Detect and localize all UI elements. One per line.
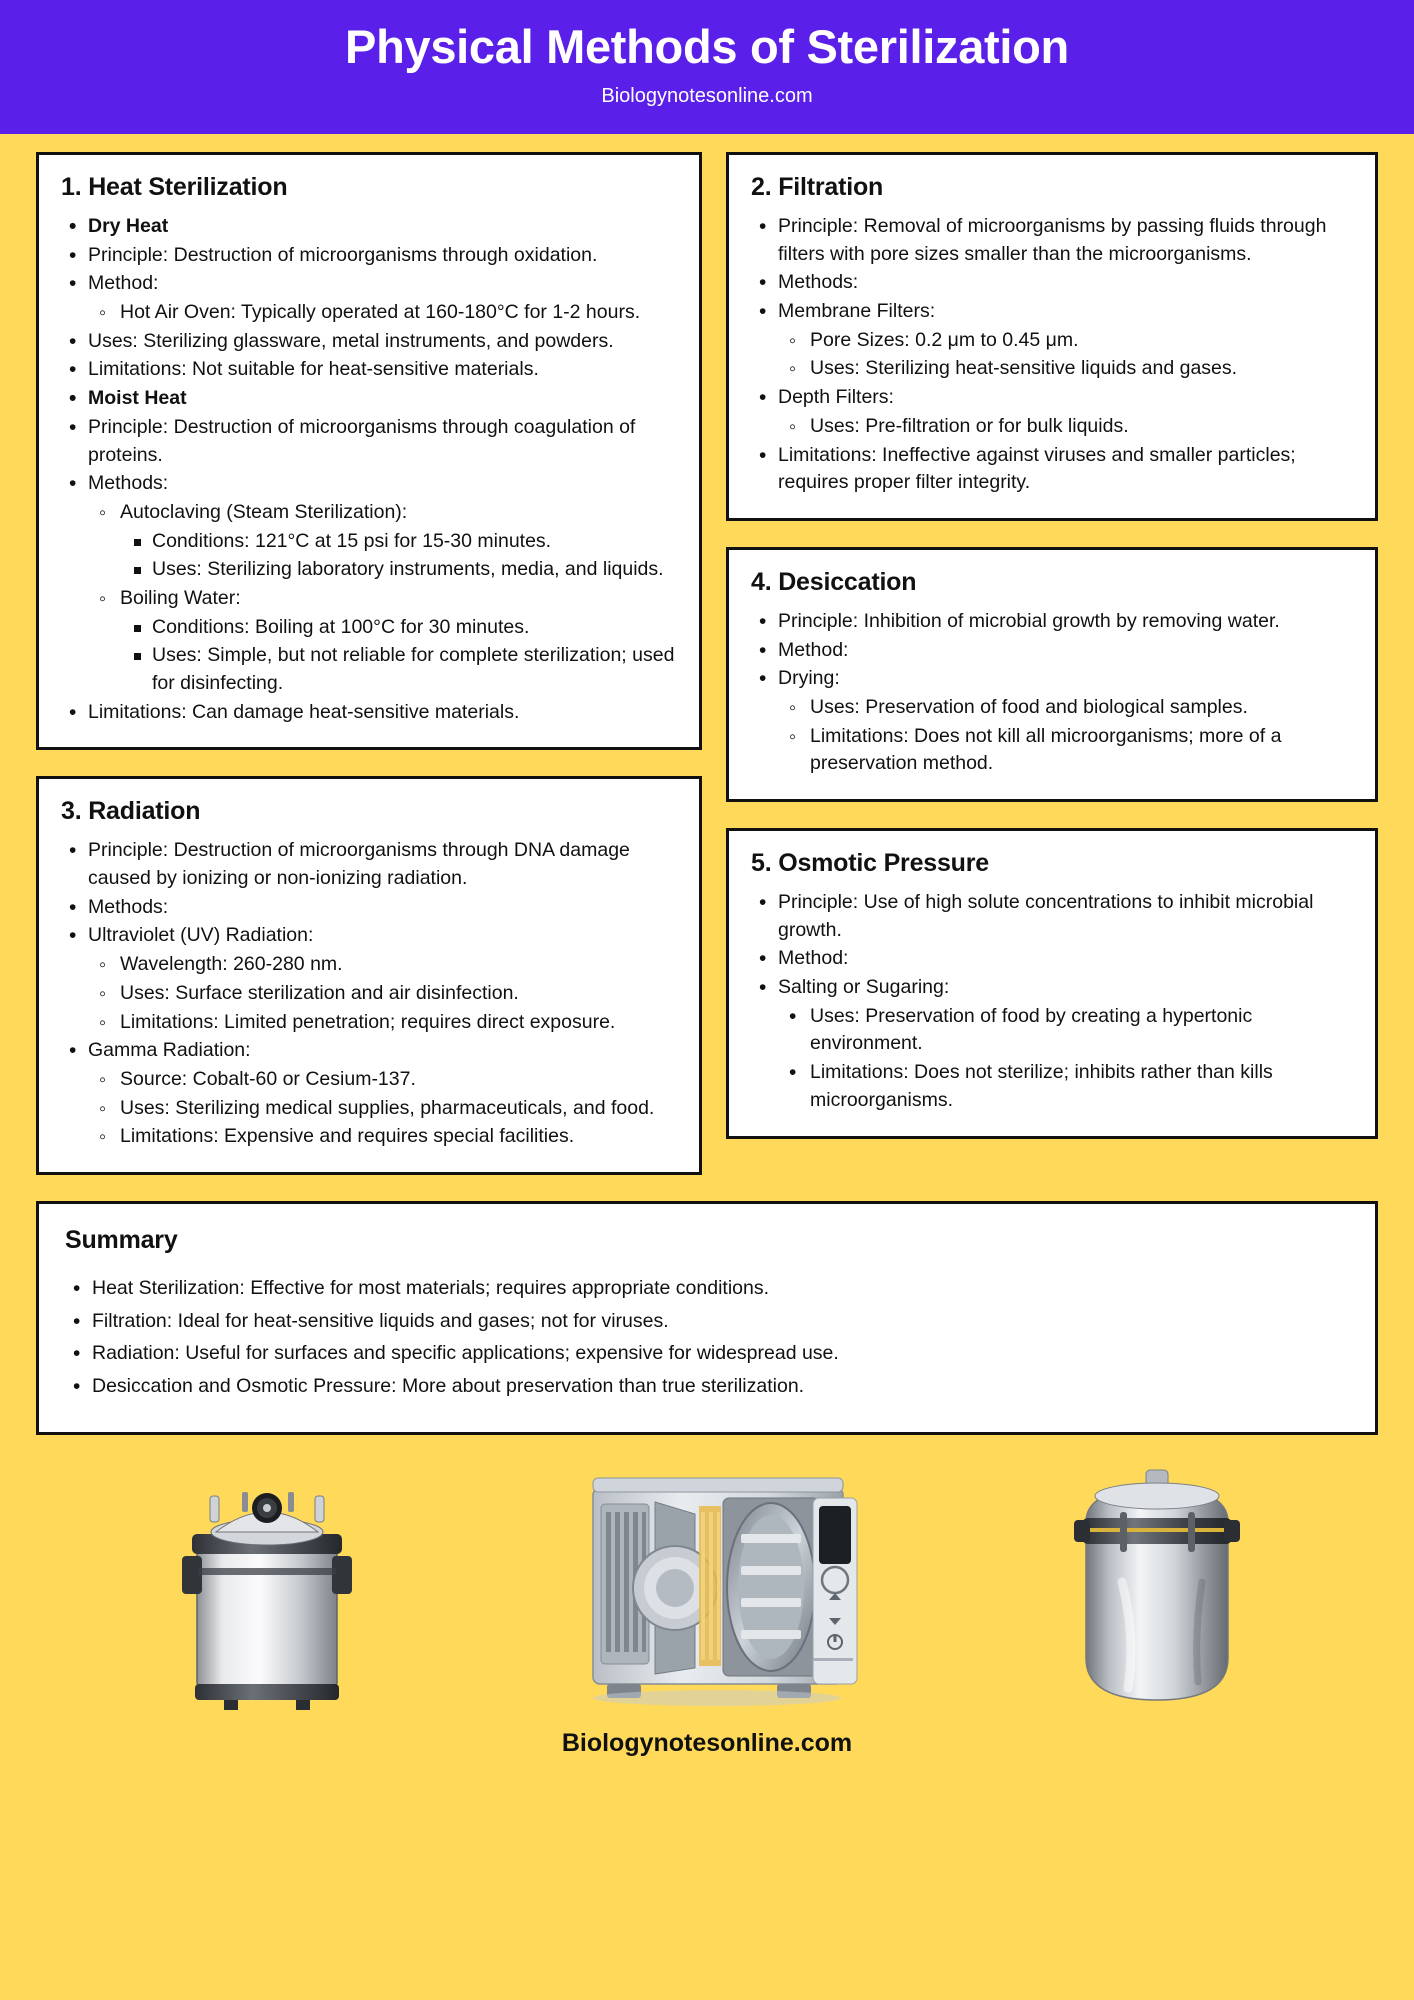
list-item-text: Methods: [778,271,859,294]
sub-list [778,1003,1353,1115]
list-item [781,723,1353,778]
list-item-text: Hot Air Oven: Typically operated at 160-180°C for 1-2 hours. [120,301,641,324]
list-item-text: Conditions: 121°C at 15 psi for 15-30 minutes. [152,529,552,552]
list-item-text: Methods: [88,895,169,918]
list-item-text: Principle: Inhibition of microbial growth by removing water. [778,609,1280,632]
list-item [65,1275,1349,1303]
list-item [91,585,677,698]
list-item [751,974,1353,1114]
list-item-text: Heat Sterilization: Effective for most materials; requires appropriate conditions. [92,1276,770,1299]
card-title-osmotic: 5. Osmotic Pressure [751,849,989,877]
list-item-text: Dry Heat [88,215,169,237]
list-item [781,694,1353,722]
list-item-text: Gamma Radiation: [88,1039,251,1062]
sub-list [778,413,1353,441]
list-item-text: Principle: Destruction of microorganisms through coagulation of proteins. [88,415,636,466]
list-item [751,889,1353,944]
list-item [91,980,677,1008]
left-column [36,152,702,1175]
list-item-text: Principle: Destruction of microorganisms through oxidation. [88,243,598,266]
list-item [61,242,677,270]
list-item-text: Salting or Sugaring: [778,976,950,999]
list-item-text: Ultraviolet (UV) Radiation: [88,924,314,947]
list-item [61,1037,677,1151]
list-radiation [61,837,677,1151]
list-item [751,384,1353,440]
card-desiccation [726,547,1378,802]
list-item [61,922,677,1036]
list-item-text: Limitations: Expensive and requires special facilities. [120,1125,575,1148]
list-desiccation [751,608,1353,778]
list-item [751,637,1353,665]
list-summary [65,1275,1349,1401]
list-item [123,556,677,584]
list-item-text: Boiling Water: [120,586,241,609]
list-item [781,1059,1353,1114]
list-item [61,213,677,241]
list-item-text: Uses: Sterilizing heat-sensitive liquids and gases. [810,357,1238,380]
sub-list [88,299,677,327]
list-item [123,642,677,697]
list-item [91,1123,677,1151]
footer-site-name: Biologynotesonline.com [561,1728,853,1757]
list-item [751,608,1353,636]
sub-list [778,327,1353,383]
list-item [781,355,1353,383]
list-item-text: Desiccation and Osmotic Pressure: More about preservation than true sterilization. [92,1375,805,1397]
vertical-autoclave-illustration [152,1462,382,1717]
list-item [61,356,677,384]
card-radiation [36,776,702,1175]
pressure-vessel-illustration [1052,1462,1262,1717]
list-item [61,270,677,326]
list-item-text: Method: [778,947,849,970]
card-title-heat: 1. Heat Sterilization [61,173,288,201]
list-item [91,299,677,327]
list-item [61,837,677,892]
list-item [91,1066,677,1094]
list-item [123,528,677,556]
card-title-summary: Summary [65,1225,178,1254]
list-item [91,1009,677,1037]
list-item-text: Uses: Surface sterilization and air disinfection. [120,981,519,1004]
list-item-text: Uses: Sterilizing medical supplies, pharmaceuticals, and food. [120,1096,655,1119]
sub-list [778,694,1353,778]
list-item-text: Uses: Preservation of food and biological samples. [810,695,1248,718]
list-heat [61,213,677,726]
page-header [0,0,1414,134]
list-item [751,213,1353,268]
list-item-text: Limitations: Can damage heat-sensitive materials. [88,700,520,723]
list-item-text: Autoclaving (Steam Sterilization): [120,500,408,523]
list-item [61,385,677,413]
sub-sub-list [120,528,677,584]
list-item-text: Uses: Pre-filtration or for bulk liquids. [810,414,1129,437]
list-item-text: Membrane Filters: [778,300,936,323]
summary-section [0,1175,1414,1435]
list-item-text: Moist Heat [88,387,187,410]
benchtop-autoclave-illustration [567,1462,867,1717]
list-item-text: Pore Sizes: 0.2 μm to 0.45 μm. [810,328,1079,351]
list-item [751,298,1353,383]
list-item [781,1003,1353,1058]
list-item-text: Depth Filters: [778,386,894,409]
card-filtration [726,152,1378,521]
sub-list [88,951,677,1036]
card-title-desiccation: 4. Desiccation [751,567,917,596]
list-filtration [751,213,1353,497]
header-site-name: Biologynotesonline.com [601,85,813,108]
sub-list [88,499,677,698]
card-heat-sterilization [36,152,702,750]
list-item [91,951,677,979]
list-item-text: Uses: Preservation of food by creating a hypertonic environment. [810,1004,1253,1055]
sub-sub-list [120,614,677,698]
page-title: Physical Methods of Sterilization [345,20,1069,73]
card-osmotic-pressure [726,828,1378,1139]
list-item [61,894,677,922]
list-item-text: Limitations: Not suitable for heat-sensitive materials. [88,358,539,381]
card-title-radiation: 3. Radiation [61,797,201,826]
list-item-text: Principle: Use of high solute concentrations to inhibit microbial growth. [778,891,1314,941]
list-item [751,665,1353,778]
list-item [751,945,1353,973]
list-item-text: Principle: Removal of microorganisms by passing fluids through filters with pore sizes smaller than the microorganisms. [778,215,1327,265]
list-item-text: Principle: Destruction of microorganisms through DNA damage caused by ionizing or non-ionizing radiation. [88,839,630,890]
list-item [123,614,677,642]
list-item-text: Filtration: Ideal for heat-sensitive liquids and gases; not for viruses. [92,1309,669,1332]
list-item [65,1373,1349,1401]
card-title-filtration: 2. Filtration [751,173,884,201]
right-column [726,152,1378,1139]
list-item-text: Limitations: Ineffective against viruses and smaller particles; requires proper filter integrity. [778,443,1296,494]
list-item-text: Limitations: Limited penetration; requires direct exposure. [120,1010,616,1033]
list-item [751,269,1353,297]
list-item [61,470,677,698]
list-item [65,1340,1349,1368]
list-item-text: Uses: Sterilizing laboratory instruments, media, and liquids. [152,558,664,581]
content-columns [0,134,1414,1175]
list-item [61,699,677,727]
list-item [781,413,1353,441]
list-item [751,442,1353,497]
list-item-text: Limitations: Does not kill all microorganisms; more of a preservation method. [810,724,1282,775]
list-item [91,1095,677,1123]
list-item-text: Radiation: Useful for surfaces and specific applications; expensive for widespread use. [92,1342,839,1365]
list-item-text: Method: [778,638,849,661]
list-item-text: Conditions: Boiling at 100°C for 30 minutes. [152,615,530,638]
list-item-text: Wavelength: 260-280 nm. [120,953,343,976]
list-item-text: Method: [88,272,159,295]
list-osmotic [751,889,1353,1115]
list-item [61,328,677,356]
list-item [65,1308,1349,1336]
list-item-text: Drying: [778,667,840,690]
list-item-text: Uses: Simple, but not reliable for complete sterilization; used for disinfecting. [152,644,675,694]
sub-list [88,1066,677,1151]
list-item [61,414,677,469]
list-item-text: Source: Cobalt-60 or Cesium-137. [120,1067,416,1090]
list-item-text: Uses: Sterilizing glassware, metal instruments, and powders. [88,329,614,352]
illustration-row [0,1449,1414,1717]
list-item [91,499,677,584]
list-item [781,327,1353,355]
list-item-text: Methods: [88,472,169,495]
list-item-text: Limitations: Does not sterilize; inhibits rather than kills microorganisms. [810,1061,1273,1111]
card-summary [36,1201,1378,1435]
